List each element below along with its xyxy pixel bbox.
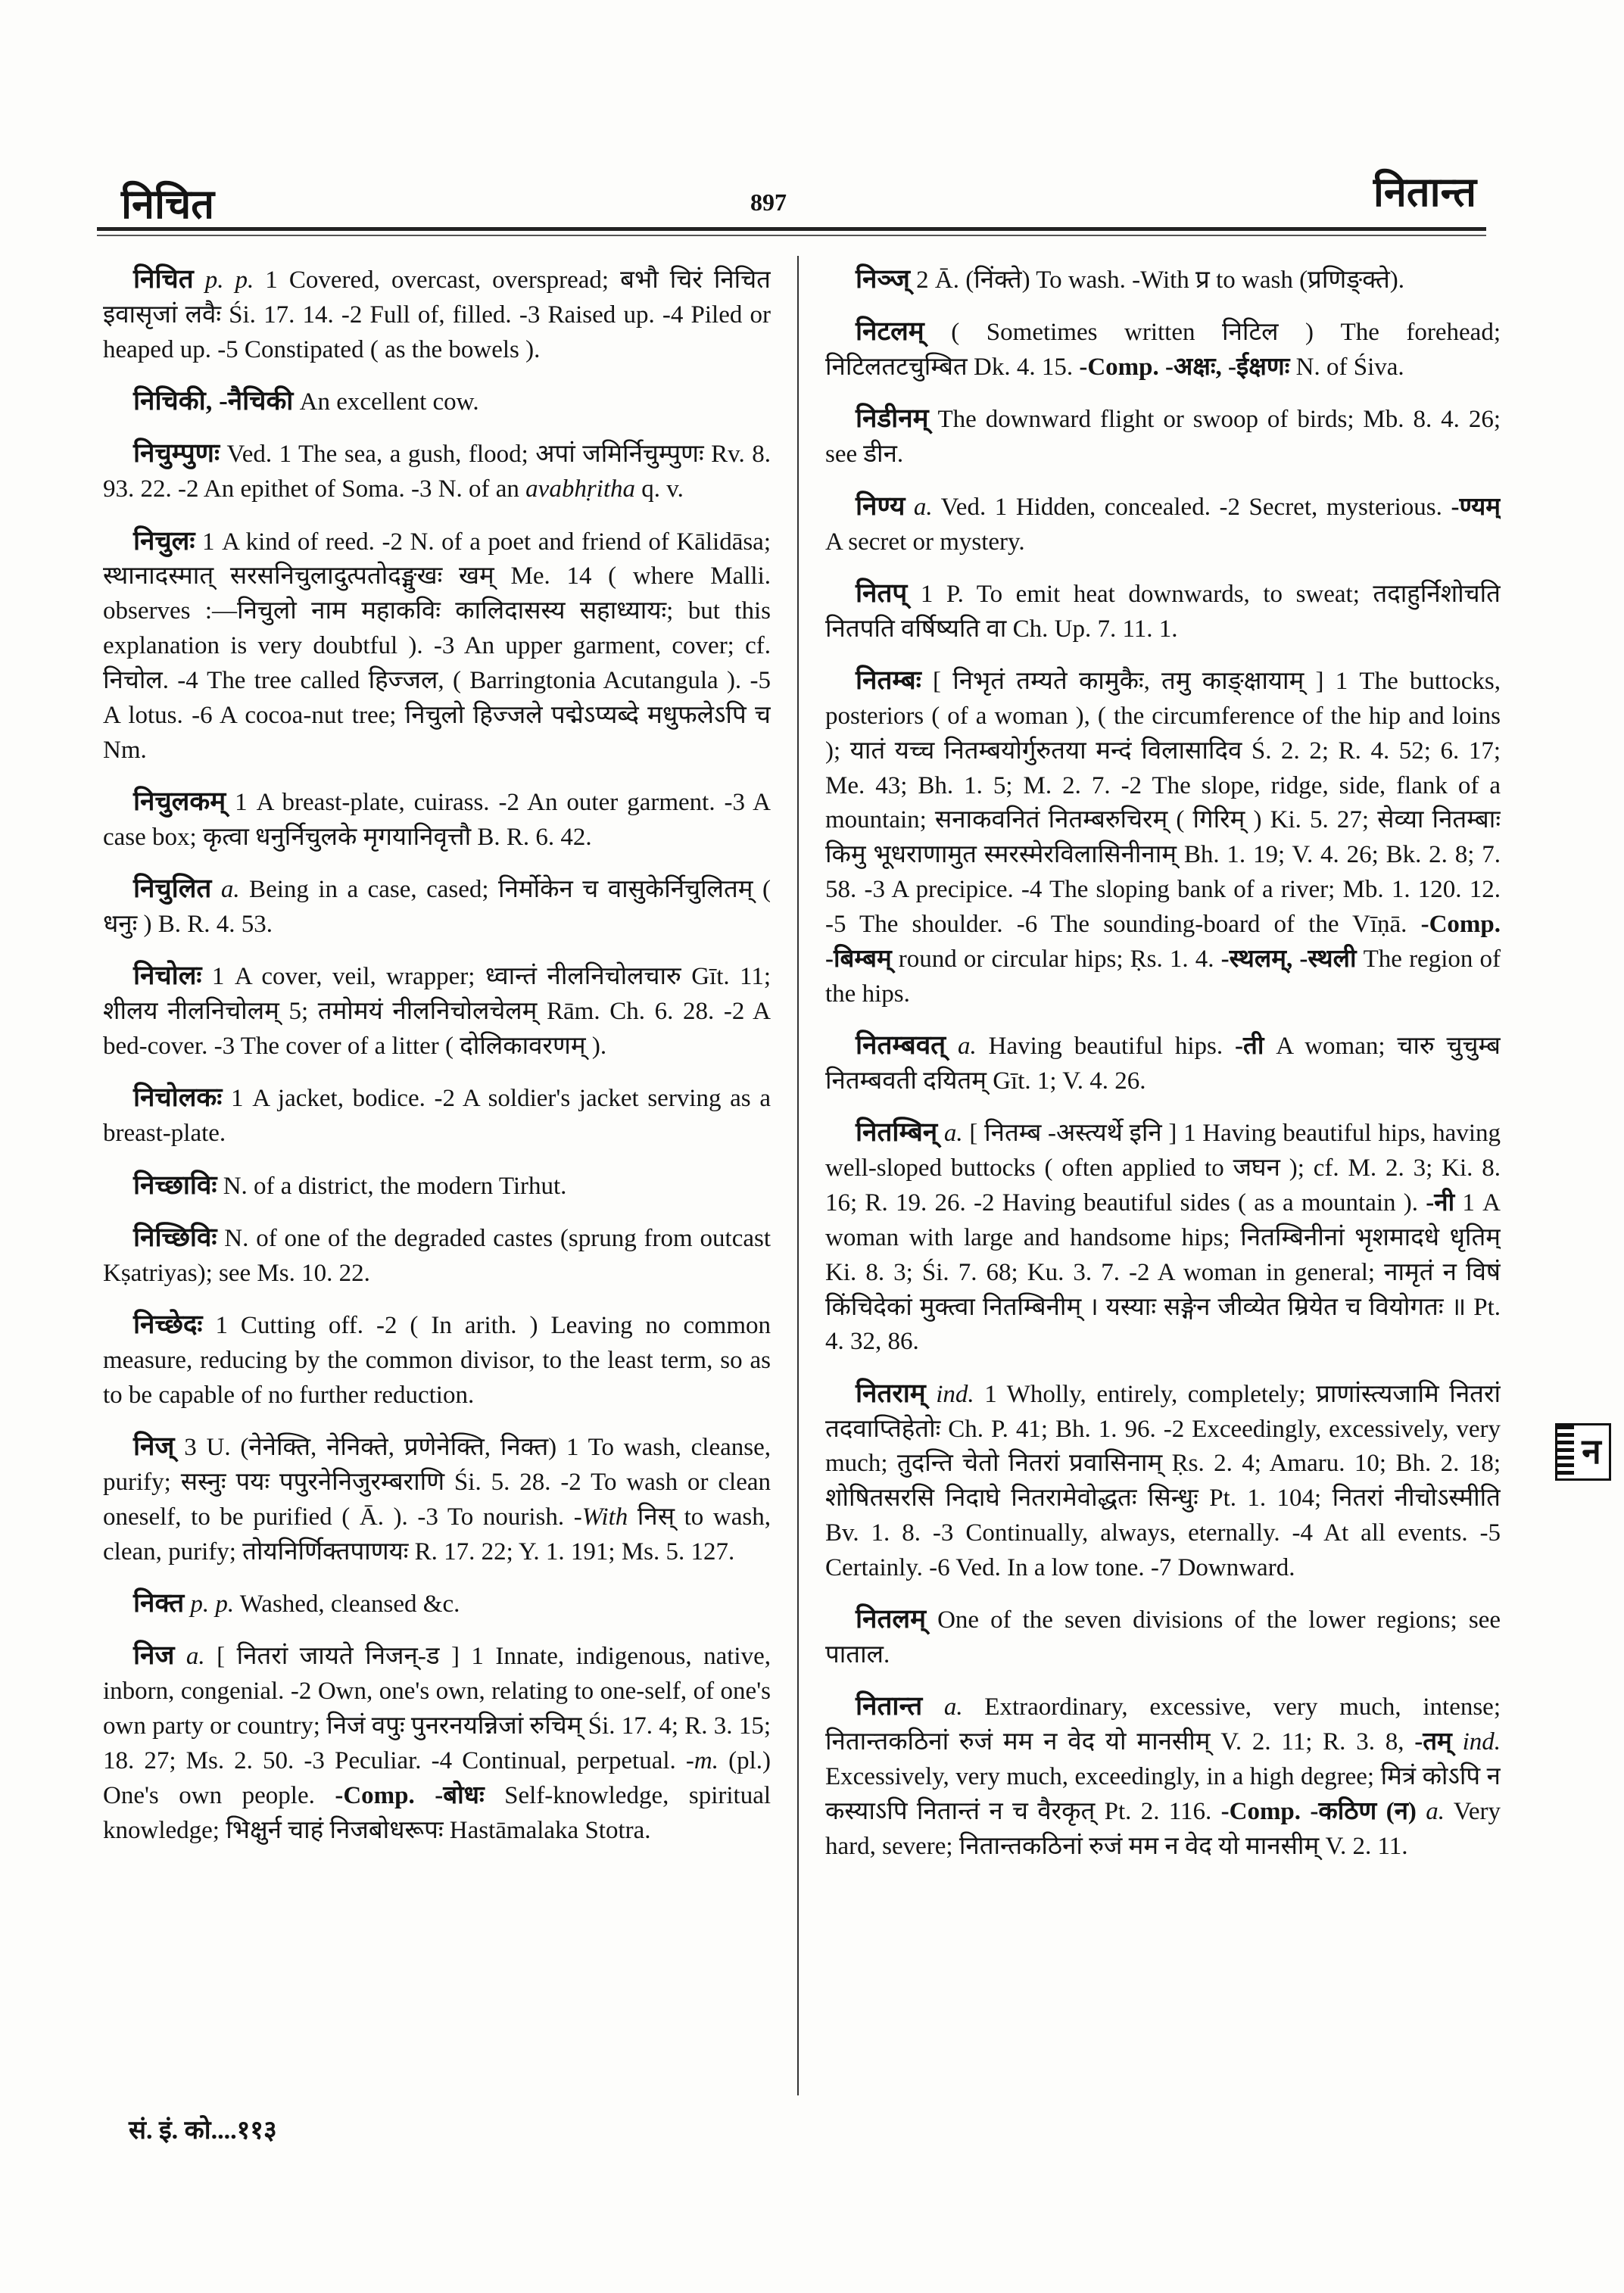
definition-text: round or circular hips; Ṛs. 1. 4. <box>891 945 1221 973</box>
dictionary-entry <box>103 1080 771 1151</box>
dictionary-entry <box>825 313 1501 385</box>
grammar-label: ind. <box>925 1380 974 1408</box>
dictionary-entry <box>825 261 1501 298</box>
thumb-index-stripes <box>1557 1425 1574 1478</box>
definition-text: 1 A cover, veil, wrapper; ध्वान्तं नीलनिचोलचारु Gīt. 11; शीलय नीलनिचोलम् 5; तमोमयं नीलनिचोलचेलम् Rām. Ch. 6. 28. -2 A bed-cover. -3 The cover of a litter ( दोलिकावरणम् ). <box>103 963 771 1061</box>
definition-text: 1 P. To emit heat downwards, to sweat; तदाहुर्निशोचति नितपति वर्षिष्यति वा Ch. Up. 7. 11. 1. <box>825 580 1501 643</box>
dictionary-entry <box>103 261 771 368</box>
headword: नितराम् <box>856 1378 926 1408</box>
column-divider <box>797 256 799 2095</box>
definition-text: One of the seven divisions of the lower regions; see पाताल. <box>825 1606 1501 1669</box>
dictionary-entry <box>103 1220 771 1291</box>
headword: निज् <box>133 1432 175 1462</box>
definition-text: Washed, cleansed &c. <box>234 1590 460 1618</box>
headword: निच्छेदः <box>133 1310 203 1340</box>
definition-text: [ निभृतं तम्यते कामुकैः, तमु काङ्क्षायाम् ] 1 The buttocks, posteriors ( of a woman ), ( the circumference of the hip and loins ); यातं यच्च नितम्बयोर्गुरुतया मन्दं विलासादिव Ś. 2. 2; R. 4. 52; 6. 17; Me. 43; Bh. 1. 5; M. 2. 7. -2 The slope, ridge, side, flank of a mountain; सनाकवनितं नितम्बरुचिरम् ( गिरिम् ) Ki. 5. 27; सेव्या नितम्बाः किमु भूधराणामुत स्मरस्मेरविलासिनीनाम् Bh. 1. 19; V. 4. 26; Bk. 2. 8; 7. 58. -3 A precipice. -4 The sloping bank of a river; Mb. 1. 120. 12. -5 The shoulder. -6 The sounding-board of the Vīṇā. <box>825 668 1501 939</box>
grammar-label: With <box>581 1503 628 1531</box>
grammar-label: a. <box>174 1643 205 1671</box>
grammar-label: m. <box>694 1746 718 1774</box>
headword: नितम्बः <box>856 665 921 695</box>
dictionary-entry <box>103 1428 771 1569</box>
headword: निक्त <box>133 1587 185 1618</box>
dictionary-entry <box>825 1688 1501 1864</box>
definition-text: Self-knowledge, spiritual knowledge; भिक्षुर्न चाहं निजबोधरूपः Hastāmalaka Stotra. <box>103 1781 771 1844</box>
bold-subentry: -Comp. -कठिण (न) <box>1220 1798 1417 1826</box>
definition-text: 1 A kind of reed. -2 N. of a poet and friend of Kālidāsa; स्थानादस्मात् सरसनिचुलादुत्पतोदङ्मुखः खम् Me. 14 ( where Malli. observes :—निचुलो नाम महाकविः कालिदासस्य सहाध्यायः; but this explanation is very doubtful ). -3 An upper garment, cover; cf. निचोल. -4 The tree called हिज्जल, ( Barringtonia Acutangula ). -5 A lotus. -6 A cocoa-nut tree; निचुलो हिज्जले पद्मेऽप्यब्दे मधुफलेऽपि च Nm. <box>103 528 771 764</box>
dictionary-entry <box>825 1601 1501 1673</box>
headword: निचुलित <box>133 874 212 904</box>
definition-text: 1 A breast-plate, cuirass. -2 An outer garment. -3 A case box; कृत्वा धनुर्निचुलके मृगयानिवृत्तौ B. R. 6. 42. <box>103 788 771 851</box>
bold-subentry: -स्थलम्, -स्थली <box>1220 945 1357 973</box>
definition-text: Being in a case, cased; निर्मोकेन च वासुकेर्निचुलितम् ( धनुः ) B. R. 4. 53. <box>103 876 771 939</box>
dictionary-entry <box>103 1637 771 1848</box>
definition-text: N. of Śiva. <box>1289 354 1404 382</box>
definition-text: 2 Ā. (निंक्ते) To wash. -With प्र to wash (प्रणिङ्क्ते). <box>909 266 1405 294</box>
headword: नितलम् <box>856 1604 927 1634</box>
left-column <box>103 261 771 2093</box>
headword: निटलम् <box>856 316 924 347</box>
definition-text: The region of the hips. <box>825 945 1501 1008</box>
bold-subentry: -नी <box>1426 1189 1455 1217</box>
headword: निज <box>133 1640 175 1671</box>
bold-subentry: -ती <box>1235 1033 1264 1061</box>
headword: निचुलकम् <box>133 786 226 816</box>
dictionary-entry <box>103 435 771 507</box>
definition-text: An excellent cow. <box>293 388 479 416</box>
headword: निचुलः <box>133 525 195 556</box>
grammar-label: p. p. <box>184 1590 235 1618</box>
definition-text: The downward flight or swoop of birds; Mb. 8. 4. 26; see डीन. <box>825 406 1501 469</box>
definition-text: निस् to wash, clean, purify; तोयनिर्णिक्तपाणयः R. 17. 22; Y. 1. 191; Ms. 5. 127. <box>103 1503 771 1566</box>
definition-text: (pl.) One's own people. <box>103 1746 771 1809</box>
grammar-label: a. <box>946 1033 977 1061</box>
grammar-label: p. p. <box>193 266 254 294</box>
right-column <box>825 261 1501 2093</box>
headword: निचोलः <box>133 961 202 991</box>
definition-text: A woman; चारु चुचुम्ब नितम्बवती दयितम् Gīt. 1; V. 4. 26. <box>825 1033 1501 1095</box>
grammar-label: a. <box>211 876 240 904</box>
headword: निचित <box>133 264 194 294</box>
definition-text: Very hard, severe; नितान्तकठिनां रुजं मम न वेद यो मानसीम् V. 2. 11. <box>825 1798 1501 1860</box>
definition-text: 3 U. (नेनेक्ति, नेनिक्ते, प्रणेनेक्ति, निक्त) 1 To wash, cleanse, purify; सस्नुः पयः पपुरनेनिजुरम्बराणि Śi. 5. 28. -2 To wash or clean oneself, to be purified ( Ā. ). -3 To nourish. - <box>103 1434 771 1531</box>
headword: निच्छिविः <box>133 1222 217 1252</box>
definition-text: 1 Covered, overcast, overspread; बभौ चिरं निचित इवासृजां लवैः Śi. 17. 14. -2 Full of, filled. -3 Raised up. -4 Piled or heaped up. -5 Constipated ( as the bowels ). <box>103 266 771 363</box>
definition-text: q. v. <box>635 475 684 503</box>
headword: नितान्त <box>856 1691 923 1721</box>
printer-signature: सं. इं. को....११३ <box>129 2117 277 2145</box>
thumb-index-tab <box>1555 1423 1611 1481</box>
dictionary-entry <box>103 523 771 768</box>
definition-text: ( Sometimes written निटिल ) The forehead; निटिलतटचुम्बित Dk. 4. 15. <box>825 319 1501 382</box>
dictionary-entry <box>825 575 1501 647</box>
bold-subentry: -Comp. -अक्षः, -ईक्षणः <box>1079 354 1290 382</box>
grammar-label: a. <box>937 1120 963 1148</box>
definition-text: [ नितरां जायते निजन्-ड ] 1 Innate, indigenous, native, inborn, congenial. -2 Own, one's own, relating to one-self, of one's own party or country; निजं वपुः पुनरनयन्निजां रुचिम् Śi. 17. 4; R. 3. 15; 18. 27; Ms. 2. 50. -3 Peculiar. -4 Continual, perpetual. - <box>103 1643 771 1774</box>
headword: निण्य <box>856 491 906 521</box>
dictionary-entry <box>103 958 771 1064</box>
dictionary-entry <box>825 488 1501 560</box>
grammar-label: a. <box>905 493 933 521</box>
headword: निञ्ज् <box>856 264 910 294</box>
grammar-label: avabhṛitha <box>525 475 635 503</box>
dictionary-entry <box>825 1114 1501 1360</box>
definition-text: N. of a district, the modern Tirhut. <box>217 1172 567 1200</box>
dictionary-entry <box>825 1375 1501 1586</box>
dictionary-entry <box>103 1167 771 1204</box>
dictionary-entry <box>103 871 771 942</box>
definition-text: A secret or mystery. <box>825 528 1025 556</box>
header-rule-thin <box>97 235 1486 236</box>
headword: नितप् <box>856 578 908 608</box>
page-number: 897 <box>750 188 787 216</box>
dictionary-entry <box>103 1585 771 1622</box>
dictionary-entry <box>825 662 1501 1012</box>
grammar-label: ind. <box>1451 1728 1501 1756</box>
definition-text: 1 A jacket, bodice. -2 A soldier's jacket serving as a breast-plate. <box>103 1085 771 1148</box>
dictionary-entry <box>825 1027 1501 1099</box>
bold-subentry: -Comp. -बोधः <box>335 1781 485 1809</box>
bold-subentry: -तम् <box>1414 1728 1452 1756</box>
grammar-label: a. <box>922 1693 963 1721</box>
dictionary-entry <box>103 1307 771 1413</box>
headword: निचुम्पुणः <box>133 438 220 469</box>
thumb-index-letter: न <box>1582 1432 1601 1471</box>
grammar-label: a. <box>1416 1798 1445 1826</box>
headword: निचोलकः <box>133 1083 223 1113</box>
running-head-left: निचित <box>121 182 215 227</box>
definition-text: 1 Wholly, entirely, completely; प्राणांस्त्यजामि नितरां तदवाप्तिहेतोः Ch. P. 41; Bh. 1. 96. -2 Exceedingly, excessively, very much; तुदन्ति चेतो नितरां प्रवासिनाम् Ṛs. 2. 4; Amaru. 10; Bh. 2. 18; शोषितसरसि निदाघे नितरामेवोद्धतः सिन्धुः Pt. 1. 104; नितरां नीचोऽस्मीति Bv. 1. 8. -3 Continually, always, eternally. -4 At all events. -5 Certainly. -6 Ved. In a low tone. -7 Downward. <box>825 1380 1501 1581</box>
definition-text: Extraordinary, excessive, very much, intense; नितान्तकठिनां रुजं मम न वेद यो मानसीम् V. 2. 11; R. 3. 8, <box>825 1693 1501 1756</box>
definition-text: Having beautiful hips. <box>976 1033 1236 1061</box>
headword: नितम्बिन् <box>856 1117 938 1148</box>
dictionary-entry <box>103 383 771 420</box>
definition-text: Ved. 1 The sea, a gush, flood; अपां जमिर्निचुम्पुणः Rv. 8. 93. 22. -2 An epithet of Soma. -3 N. of an <box>103 441 771 503</box>
headword: नितम्बवत् <box>856 1030 946 1061</box>
running-head-right: नितान्त <box>1373 170 1476 215</box>
definition-text: [ नितम्ब -अस्त्यर्थे इनि ] 1 Having beautiful hips, having well-sloped buttocks ( often applied to जघन ); cf. M. 2. 3; Ki. 8. 16; R. 19. 26. -2 Having beautiful sides ( as a mountain ). <box>825 1120 1501 1217</box>
headword: निचिकी, -नैचिकी <box>133 386 294 416</box>
definition-text: Ved. 1 Hidden, concealed. -2 Secret, mysterious. <box>932 493 1451 521</box>
definition-text: N. of one of the degraded castes (sprung from outcast Kṣatriyas); see Ms. 10. 22. <box>103 1224 771 1287</box>
definition-text: 1 A woman with large and handsome hips; नितम्बिनीनां भृशमादधे धृतिम् Ki. 8. 3; Śi. 7. 68; Ku. 3. 7. -2 A woman in general; नामृतं न विषं किंचिदेकां मुक्त्वा नितम्बिनीम् । यस्याः सङ्गेन जीव्येत म्रियेत च वियोगतः ॥ Pt. 4. 32, 86. <box>825 1189 1501 1356</box>
definition-text: Excessively, very much, exceedingly, in a high degree; मित्रं कोऽपि न कस्याऽपि नितान्तं न च वैरकृत् Pt. 2. 116. <box>825 1763 1501 1826</box>
headword: निच्छाविः <box>133 1170 217 1200</box>
headword: निडीनम् <box>856 403 929 434</box>
bold-subentry: -Comp. -बिम्बम् <box>825 911 1501 973</box>
definition-text: 1 Cutting off. -2 ( In arith. ) Leaving no common measure, reducing by the common divisor, to the least term, so as to be capable of no further reduction. <box>103 1312 771 1409</box>
dictionary-entry <box>103 784 771 855</box>
bold-subentry: -ण्यम् <box>1451 493 1501 521</box>
header-rule-thick <box>97 227 1486 231</box>
dictionary-entry <box>825 400 1501 472</box>
